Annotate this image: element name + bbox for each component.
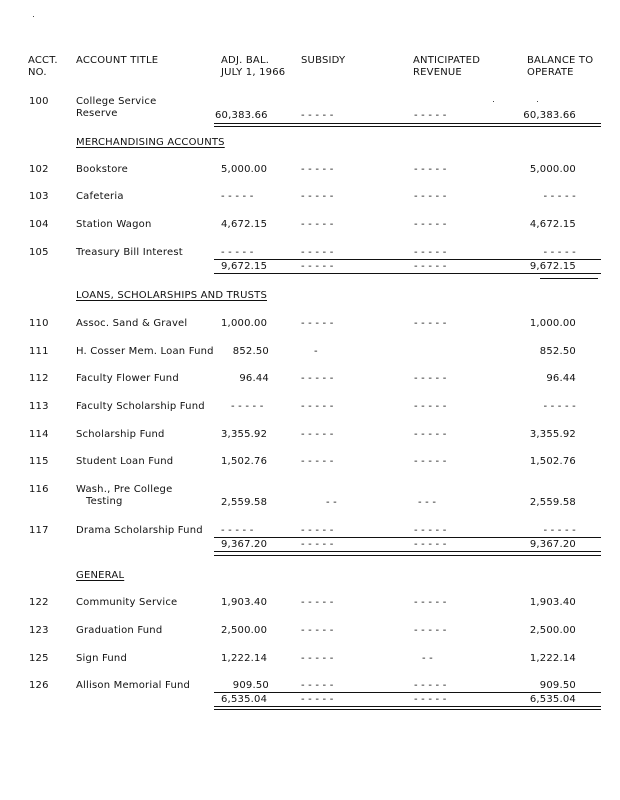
account-title: Student Loan Fund xyxy=(76,456,174,467)
subsidy: - - - - - xyxy=(301,653,334,664)
general-total-balance: 6,535.04 xyxy=(529,694,576,705)
revenue: - - - - - xyxy=(414,597,447,608)
revenue: - - - - - xyxy=(414,247,447,258)
merch-total-adj-bal: 9,672.15 xyxy=(221,261,268,272)
adj-bal: 1,903.40 xyxy=(221,597,268,608)
acct-no: 122 xyxy=(29,597,49,608)
acct-no: 117 xyxy=(29,525,49,536)
subsidy: - - - - - xyxy=(301,318,334,329)
loans-total-balance: 9,367.20 xyxy=(529,539,576,550)
adj-bal: 1,000.00 xyxy=(221,318,268,329)
general-total-rule xyxy=(214,706,601,707)
account-title: Treasury Bill Interest xyxy=(76,247,183,258)
balance: - - - - - xyxy=(543,525,576,536)
adj-bal: - - - - - xyxy=(221,525,254,536)
acct-no: 114 xyxy=(29,429,49,440)
adj-bal: 3,355.92 xyxy=(221,429,268,440)
header-ant-line2: REVENUE xyxy=(413,67,462,78)
general-subtotal-rule xyxy=(214,692,601,693)
merch-total-rule-short xyxy=(540,278,598,279)
subsidy: - - - - - xyxy=(301,191,334,202)
account-title: Cafeteria xyxy=(76,191,124,202)
revenue: - - - - - xyxy=(414,401,447,412)
adj-bal: 96.44 xyxy=(239,373,269,384)
adj-bal: - - - - - xyxy=(221,191,254,202)
reserve-acct-no: 100 xyxy=(29,96,49,107)
acct-no: 105 xyxy=(29,247,49,258)
balance: - - - - - xyxy=(543,247,576,258)
header-anticipated-revenue xyxy=(413,55,480,79)
general-total-subsidy: - - - - - xyxy=(301,694,334,705)
acct-no: 125 xyxy=(29,653,49,664)
header-acct-line2: NO. xyxy=(28,67,47,78)
header-balance-to-operate xyxy=(527,55,593,79)
acct-no: 113 xyxy=(29,401,49,412)
adj-bal: 909.50 xyxy=(232,680,269,691)
account-title: Drama Scholarship Fund xyxy=(76,525,203,536)
adj-bal: 2,500.00 xyxy=(221,625,268,636)
reserve-subsidy: - - - - - xyxy=(301,110,334,121)
reserve-rule-2 xyxy=(214,126,601,127)
balance: 909.50 xyxy=(539,680,576,691)
account-title: Graduation Fund xyxy=(76,625,163,636)
loans-total-adj-bal: 9,367.20 xyxy=(221,539,268,550)
revenue: - - - xyxy=(418,497,437,508)
account-title: Community Service xyxy=(76,597,178,608)
adj-bal: 1,502.76 xyxy=(221,456,268,467)
header-bal-line1: BALANCE TO xyxy=(527,55,594,66)
account-title: Sign Fund xyxy=(76,653,128,664)
subsidy: - xyxy=(314,346,318,357)
acct-no: 111 xyxy=(29,346,49,357)
subsidy: - - - - - xyxy=(301,429,334,440)
subsidy: - - xyxy=(326,497,337,508)
balance: 4,672.15 xyxy=(529,219,576,230)
general-total-adj-bal: 6,535.04 xyxy=(221,694,268,705)
subsidy: - - - - - xyxy=(301,164,334,175)
subsidy: - - - - - xyxy=(301,625,334,636)
balance: 1,502.76 xyxy=(529,456,576,467)
loans-total-rule xyxy=(214,551,601,552)
account-title xyxy=(76,484,172,508)
balance: 1,000.00 xyxy=(529,318,576,329)
header-subsidy: SUBSIDY xyxy=(301,55,346,66)
revenue: - - xyxy=(422,653,433,664)
acct-no: 115 xyxy=(29,456,49,467)
account-title-line2: Testing xyxy=(86,496,123,507)
adj-bal: - - - - - xyxy=(231,401,264,412)
acct-no: 102 xyxy=(29,164,49,175)
header-adj-bal xyxy=(221,55,285,79)
general-total-rule-2 xyxy=(214,709,601,710)
reserve-rule-1 xyxy=(214,123,601,124)
subsidy: - - - - - xyxy=(301,219,334,230)
revenue: - - - - - xyxy=(414,373,447,384)
adj-bal: 5,000.00 xyxy=(221,164,268,175)
balance: - - - - - xyxy=(543,401,576,412)
acct-no: 123 xyxy=(29,625,49,636)
account-title: Faculty Flower Fund xyxy=(76,373,179,384)
balance: 2,559.58 xyxy=(529,497,576,508)
adj-bal: 2,559.58 xyxy=(221,497,268,508)
balance: 1,222.14 xyxy=(529,653,576,664)
section-title-loans: LOANS, SCHOLARSHIPS AND TRUSTS xyxy=(76,290,267,301)
acct-no: 112 xyxy=(29,373,49,384)
balance: 5,000.00 xyxy=(529,164,576,175)
merch-total-revenue: - - - - - xyxy=(414,261,447,272)
reserve-title-line2: Reserve xyxy=(76,108,118,119)
account-title-line1: Wash., Pre College xyxy=(76,484,173,495)
reserve-adj-bal: 60,383.66 xyxy=(215,110,268,121)
subsidy: - - - - - xyxy=(301,525,334,536)
revenue: - - - - - xyxy=(414,318,447,329)
revenue: - - - - - xyxy=(414,164,447,175)
header-adj-line1: ADJ. BAL. xyxy=(221,55,270,66)
loans-total-revenue: - - - - - xyxy=(414,539,447,550)
balance: 1,903.40 xyxy=(529,597,576,608)
subsidy: - - - - - xyxy=(301,456,334,467)
loans-subtotal-rule xyxy=(214,537,601,538)
header-bal-line2: OPERATE xyxy=(527,67,574,78)
revenue: - - - - - xyxy=(414,525,447,536)
reserve-title xyxy=(76,96,156,120)
account-title: Allison Memorial Fund xyxy=(76,680,191,691)
scan-speck xyxy=(493,101,494,102)
revenue: - - - - - xyxy=(414,429,447,440)
acct-no: 116 xyxy=(29,484,49,495)
scan-speck xyxy=(537,101,538,102)
balance: 3,355.92 xyxy=(529,429,576,440)
subsidy: - - - - - xyxy=(301,247,334,258)
balance: - - - - - xyxy=(543,191,576,202)
header-ant-line1: ANTICIPATED xyxy=(413,55,481,66)
header-acct-line1: ACCT. xyxy=(28,55,58,66)
reserve-balance: 60,383.66 xyxy=(523,110,576,121)
reserve-title-line1: College Service xyxy=(76,96,157,107)
adj-bal: 852.50 xyxy=(232,346,269,357)
subsidy: - - - - - xyxy=(301,373,334,384)
section-title-merchandising: MERCHANDISING ACCOUNTS xyxy=(76,137,225,148)
account-title: H. Cosser Mem. Loan Fund xyxy=(76,346,214,357)
scan-speck xyxy=(33,16,34,17)
revenue: - - - - - xyxy=(414,191,447,202)
reserve-revenue: - - - - - xyxy=(414,110,447,121)
balance: 852.50 xyxy=(539,346,576,357)
account-title: Scholarship Fund xyxy=(76,429,165,440)
acct-no: 103 xyxy=(29,191,49,202)
account-title: Assoc. Sand & Gravel xyxy=(76,318,188,329)
account-title: Station Wagon xyxy=(76,219,152,230)
section-title-general: GENERAL xyxy=(76,570,125,581)
revenue: - - - - - xyxy=(414,219,447,230)
subsidy: - - - - - xyxy=(301,401,334,412)
loans-total-subsidy: - - - - - xyxy=(301,539,334,550)
account-title: Bookstore xyxy=(76,164,128,175)
adj-bal: - - - - - xyxy=(221,247,254,258)
loans-total-rule-2 xyxy=(214,555,601,556)
merch-total-rule xyxy=(214,273,601,274)
revenue: - - - - - xyxy=(414,625,447,636)
merch-total-balance: 9,672.15 xyxy=(529,261,576,272)
acct-no: 126 xyxy=(29,680,49,691)
adj-bal: 1,222.14 xyxy=(221,653,268,664)
revenue: - - - - - xyxy=(414,680,447,691)
subsidy: - - - - - xyxy=(301,680,334,691)
acct-no: 104 xyxy=(29,219,49,230)
merch-total-subsidy: - - - - - xyxy=(301,261,334,272)
header-account-title: ACCOUNT TITLE xyxy=(76,55,159,66)
merch-subtotal-rule xyxy=(214,259,601,260)
acct-no: 110 xyxy=(29,318,49,329)
header-adj-line2: JULY 1, 1966 xyxy=(221,67,286,78)
account-title: Faculty Scholarship Fund xyxy=(76,401,205,412)
balance: 96.44 xyxy=(546,373,576,384)
adj-bal: 4,672.15 xyxy=(221,219,268,230)
header-acct xyxy=(28,55,58,79)
subsidy: - - - - - xyxy=(301,597,334,608)
general-total-revenue: - - - - - xyxy=(414,694,447,705)
revenue: - - - - - xyxy=(414,456,447,467)
balance: 2,500.00 xyxy=(529,625,576,636)
